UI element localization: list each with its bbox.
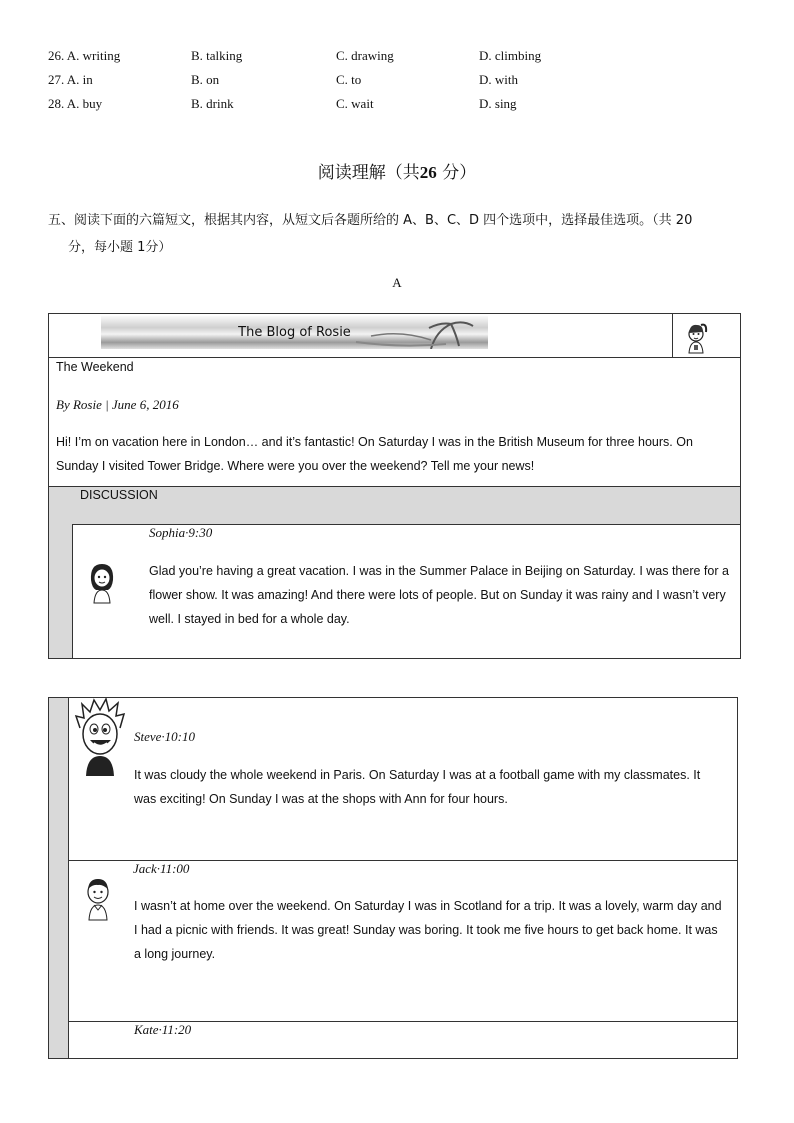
option-d: D. climbing <box>479 48 542 63</box>
sophia-avatar <box>88 560 116 604</box>
comment-author: Steve·10:10 <box>134 729 196 744</box>
option-a: 28. A. buy <box>48 96 103 111</box>
option-b: B. drink <box>191 96 234 111</box>
jack-avatar <box>84 875 112 921</box>
option-b: B. on <box>191 72 220 87</box>
steve-avatar <box>74 698 126 778</box>
comment-author: Jack·11:00 <box>133 861 190 876</box>
option-b: B. talking <box>191 48 243 63</box>
instruction-line-2: 分，每小题 1分） <box>68 240 172 255</box>
section-title: 阅读理解（共26 分） <box>317 163 477 183</box>
comment-author: Sophia·9:30 <box>149 525 213 540</box>
blog-banner <box>101 316 488 349</box>
instruction-line-1: 五、阅读下面的六篇短文，根据其内容，从短文后各题所给的 A、B、C、D 四个选项中，选择最佳选项。（共 20 <box>48 213 693 228</box>
rosie-avatar <box>684 320 710 354</box>
post-title: The Weekend <box>56 360 134 374</box>
comment-author: Kate·11:20 <box>134 1022 192 1037</box>
option-a: 26. A. writing <box>48 48 121 63</box>
option-c: C. drawing <box>336 48 394 63</box>
option-d: D. with <box>479 72 518 87</box>
comment-text: I wasn’t at home over the weekend. On Saturday I was in Scotland for a trip. It was a lovely, warm day and I had a picnic with friends. It was great! Sunday was boring. It took me five hours to get back home. It was a long journey. <box>134 899 722 961</box>
post-byline: By Rosie | June 6, 2016 <box>56 397 179 412</box>
comment-text: It was cloudy the whole weekend in Paris. On Saturday I was at a football game with my classmates. It was exciting! On Sunday I was at the shops with Ann for four hours. <box>134 768 701 806</box>
option-d: D. sing <box>479 96 517 111</box>
discussion-label: DISCUSSION <box>80 488 158 502</box>
passage-letter: A <box>392 275 402 290</box>
comment-text: Glad you’re having a great vacation. I was in the Summer Palace in Beijing on Saturday. I was there for a flower show. It was amazing! And there were lots of people. But on Sunday it was rainy and I wasn’t very well. I stayed in bed for a whole day. <box>149 564 729 626</box>
option-c: C. wait <box>336 96 374 111</box>
instructions <box>48 207 743 261</box>
post-body: Hi! I’m on vacation here in London… and it’s fantastic! On Saturday I was in the British Museum for three hours. On Sunday I visited Tower Bridge. Where were you over the weekend? Tell me your news! <box>56 435 693 473</box>
option-a: 27. A. in <box>48 72 93 87</box>
option-c: C. to <box>336 72 362 87</box>
blog-banner-title: The Blog of Rosie <box>238 325 351 340</box>
